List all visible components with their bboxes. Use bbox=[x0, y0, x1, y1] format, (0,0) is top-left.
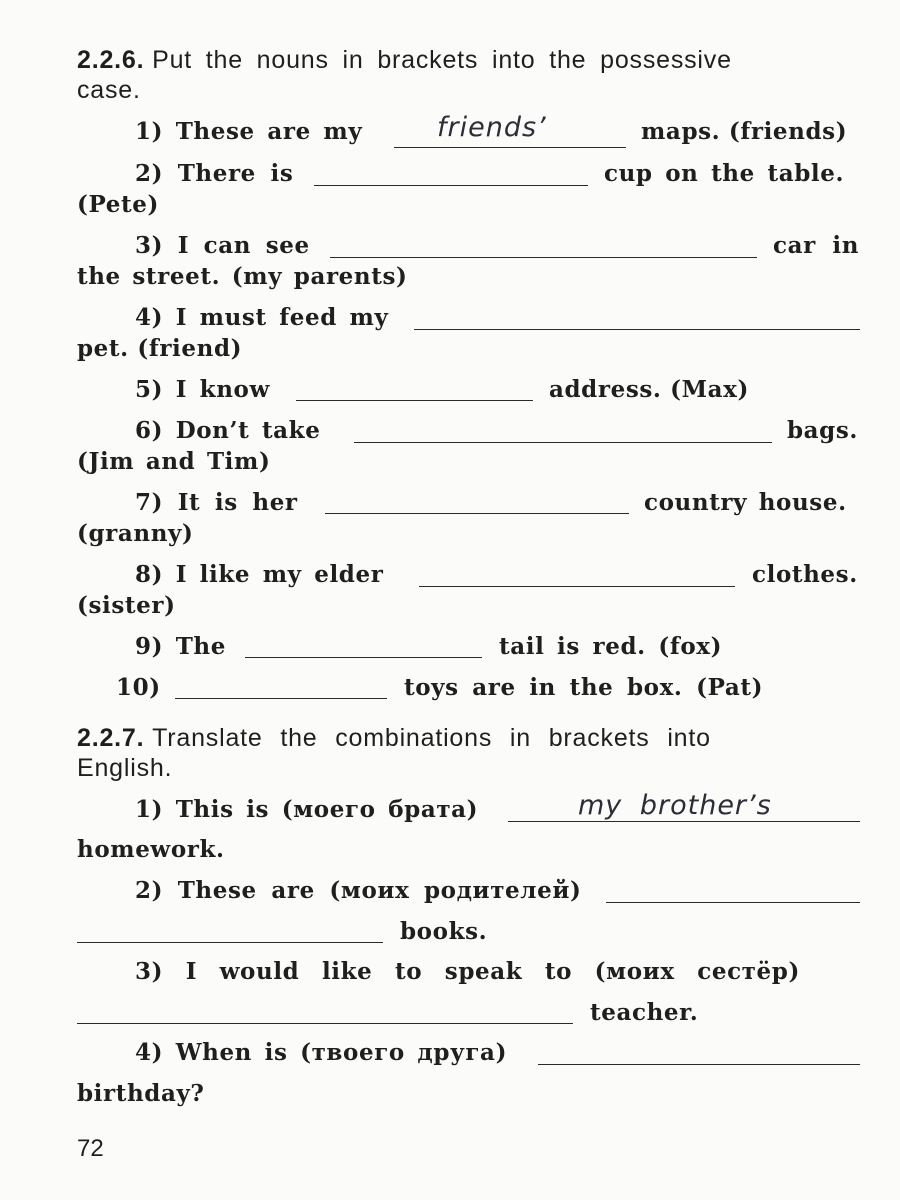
item-227-1-cont: homework. bbox=[77, 836, 225, 863]
item-226-3-end: car in bbox=[773, 232, 860, 259]
item-226-1-end: maps. (friends) bbox=[641, 118, 848, 145]
item-226-5-end: address. (Max) bbox=[549, 376, 749, 403]
item-227-3-blank[interactable] bbox=[77, 1023, 573, 1024]
item-226-8-text: 8) I like my elder bbox=[135, 561, 384, 588]
item-227-1-blank[interactable] bbox=[508, 821, 860, 822]
item-226-7-text: 7) It is her bbox=[135, 489, 298, 516]
page-number: 72 bbox=[77, 1135, 104, 1162]
item-226-3-blank[interactable] bbox=[330, 257, 757, 258]
item-226-1-answer: friends’ bbox=[437, 112, 547, 143]
item-227-2-blank-a[interactable] bbox=[606, 902, 860, 903]
item-226-2-cont: (Pete) bbox=[77, 191, 159, 218]
item-226-6-blank[interactable] bbox=[354, 442, 772, 443]
item-227-3-text: 3) I would like to speak to (моих сестёр) bbox=[135, 958, 800, 985]
item-226-1-text: 1) These are my bbox=[135, 118, 363, 145]
item-226-4-text: 4) I must feed my bbox=[135, 304, 389, 331]
item-226-8-cont: (sister) bbox=[77, 592, 176, 619]
item-226-9-end: tail is red. (fox) bbox=[499, 633, 723, 660]
item-227-2-blank-b[interactable] bbox=[77, 942, 383, 943]
item-226-2-blank[interactable] bbox=[314, 185, 588, 186]
item-226-5-text: 5) I know bbox=[135, 376, 270, 403]
item-226-4-blank[interactable] bbox=[414, 329, 860, 330]
item-227-4-cont: birthday? bbox=[77, 1080, 205, 1107]
item-227-1-answer: my brother’s bbox=[578, 790, 772, 821]
exercise-227-number: 2.2.7. bbox=[77, 724, 145, 752]
item-226-3-cont: the street. (my parents) bbox=[77, 263, 408, 290]
item-226-6-text: 6) Don’t take bbox=[135, 417, 321, 444]
item-227-3-cont: teacher. bbox=[590, 999, 699, 1026]
exercise-226-title-cont: case. bbox=[77, 76, 141, 104]
item-226-6-end: bags. bbox=[787, 417, 859, 444]
item-226-10-blank[interactable] bbox=[175, 698, 387, 699]
item-226-9-text: 9) The bbox=[135, 633, 226, 660]
item-227-1-text: 1) This is (моего брата) bbox=[135, 796, 479, 823]
item-227-4-blank[interactable] bbox=[538, 1064, 860, 1065]
item-226-8-blank[interactable] bbox=[419, 586, 735, 587]
item-226-10-text: 10) bbox=[116, 674, 161, 701]
item-226-3-text: 3) I can see bbox=[135, 232, 310, 259]
item-226-6-cont: (Jim and Tim) bbox=[77, 448, 271, 475]
item-227-2-text: 2) These are (моих родителей) bbox=[135, 877, 582, 904]
item-226-7-blank[interactable] bbox=[325, 513, 629, 514]
item-226-9-blank[interactable] bbox=[245, 657, 482, 658]
item-226-10-end: toys are in the box. (Pat) bbox=[404, 674, 764, 701]
item-226-8-end: clothes. bbox=[752, 561, 858, 588]
item-227-2-cont: books. bbox=[400, 918, 488, 945]
exercise-227-instruction: Translate the combinations in brackets into bbox=[152, 724, 711, 752]
exercise-226-title bbox=[77, 46, 732, 75]
exercise-226-instruction: Put the nouns in brackets into the possessive bbox=[152, 46, 732, 74]
item-226-2-end: cup on the table. bbox=[604, 160, 845, 187]
item-226-1-blank[interactable] bbox=[394, 147, 626, 148]
item-226-2-text: 2) There is bbox=[135, 160, 294, 187]
exercise-227-title-cont: English. bbox=[77, 754, 173, 782]
item-226-5-blank[interactable] bbox=[296, 400, 533, 401]
exercise-227-title bbox=[77, 724, 711, 753]
item-226-7-cont: (granny) bbox=[77, 520, 194, 547]
item-226-4-cont: pet. (friend) bbox=[77, 335, 243, 362]
item-227-4-text: 4) When is (твоего друга) bbox=[135, 1039, 508, 1066]
item-226-7-end: country house. bbox=[644, 489, 847, 516]
exercise-226-number: 2.2.6. bbox=[77, 46, 145, 74]
